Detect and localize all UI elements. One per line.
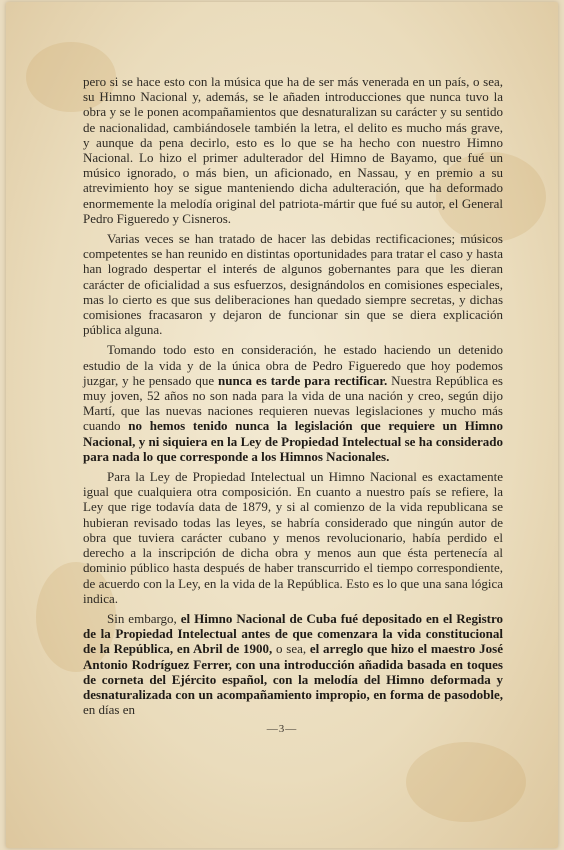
text-span: Sin embargo, <box>107 610 181 626</box>
bold-text-span: no hemos tenido nunca la legislación que requiere un Himno Nacional, y ni siquiera en la Ley de Propiedad Intelectual se ha considerado para nada lo que corresponde a los Himnos Nacionales. <box>83 418 503 464</box>
text-span: Nuestra República es muy joven, 52 años no son nada para la vida de una nación y creo, según dijo Martí, que las nuevas naciones requieren nuevas legislaciones y mucho más cuando <box>83 372 503 434</box>
bold-text-span: nunca es tarde para rectificar. <box>218 372 388 388</box>
paragraph <box>83 342 503 464</box>
paragraph <box>83 231 503 337</box>
bold-text-span: el arreglo que hizo el maestro José Antonio Rodríguez Ferrer, con una introducción añadida basada en toques de corneta del Ejército español, con la melodía del Himno deformada y desnaturalizada con un acompañamiento impropio, en forma de pasodoble, <box>83 641 503 702</box>
text-span: Varias veces se han tratado de hacer las debidas rectificaciones; músicos competentes se han reunido en distintas oportunidades para tratar el caso y hasta han logrado despertar el interés de algunos gobernantes para que les dieran carácter de oficialidad a sus esfuerzos, designándolos en comisiones especiales, mas lo cierto es que sus deliberaciones han quedado siempre secretas, y dichas comisiones fracasaron y dejaron de funcionar sin que se diera explicación pública alguna. <box>83 231 503 338</box>
bold-text-span: el Himno Nacional de Cuba fué depositado en el Registro de la Propiedad Intelectual antes de que comenzara la vida constitucional de la República, en Abril de 1900, <box>83 610 503 657</box>
paragraph <box>83 74 503 226</box>
text-span: Tomando todo esto en consideración, he estado haciendo un detenido estudio de la vida y de la única obra de Pedro Figueredo que hoy podemos juzgar, y he pensado que <box>83 342 503 388</box>
document-page <box>6 2 558 848</box>
paragraph <box>83 469 503 606</box>
text-span: en días en <box>83 702 135 718</box>
page-body-text <box>83 74 503 722</box>
paper-stain <box>406 742 526 822</box>
paragraph <box>83 611 503 717</box>
text-span: o sea, <box>272 641 310 657</box>
text-span: pero si se hace esto con la música que ha de ser más venerada en un país, o sea, su Himno Nacional y, además, se le añaden introducciones que nunca tuvo la obra y se le ponen acompañamientos que desnaturalizan su carácter y su sentido de nacionalidad, cambiándosele también la letra, el delito es mucho más grave, y aunque da pena decirlo, esto es lo que se ha hecho con nuestro Himno Nacional. Lo hizo el primer adulterador del Himno de Bayamo, que fué un músico ignorado, o más bien, un aficionado, en Nassau, y en premio a su atrevimiento hoy se sigue manteniendo dicha adulteración, que ha deformado enormemente la melodía original del patriota-mártir que fué su autor, el General Pedro Figueredo y Cisneros. <box>83 74 503 226</box>
page-number: —3— <box>266 723 298 735</box>
text-span: Para la Ley de Propiedad Intelectual un Himno Nacional es exactamente igual que cualquiera otra composición. En cuanto a nuestro país se refiere, la Ley que rige todavía data de 1879, y si al comienzo de la vida republicana se hubieran revisado todas las leyes, se habría considerado que ningún autor de obra que tuviera carácter cubano y menos revolucionario, había perdido el derecho a la inscripción de dicha obra y menos aun que ésta pertenecía al dominio público hasta después de haber transcurrido el tiempo correspondiente, de acuerdo con la Ley, en la vida de la República. Esto es lo que una sana lógica indica. <box>83 469 503 606</box>
